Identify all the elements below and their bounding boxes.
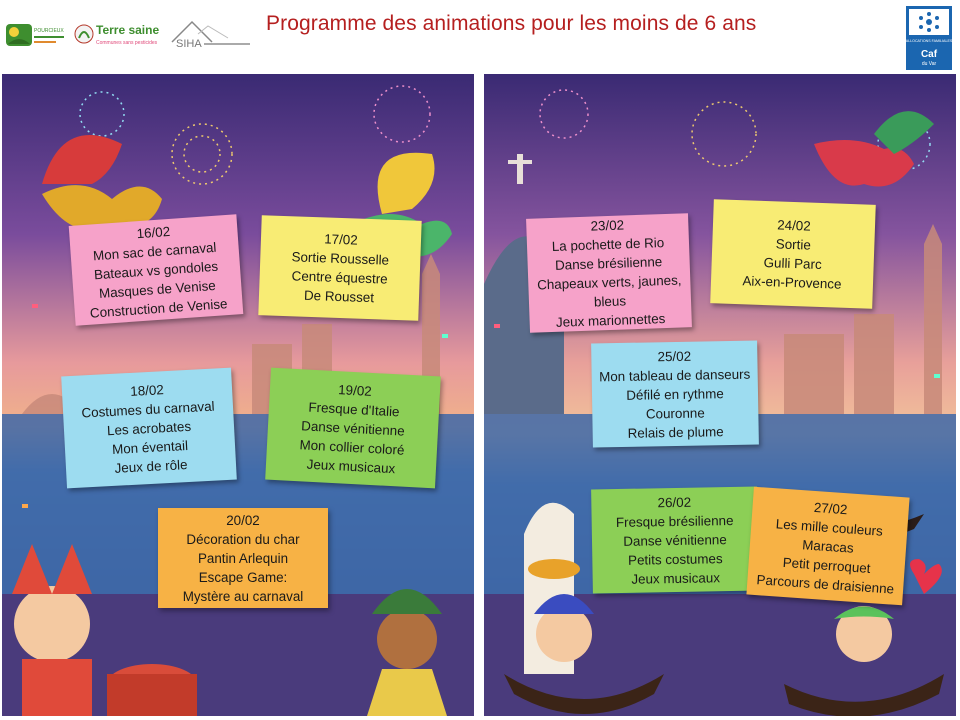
card-line: Défilé en rythme <box>626 385 724 403</box>
card-line: Parcours de draisienne <box>756 571 895 597</box>
svg-text:Terre saine: Terre saine <box>96 23 160 37</box>
card-line: Les mille couleurs <box>775 515 884 539</box>
svg-text:du Var: du Var <box>921 61 937 67</box>
card-line: Danse vénitienne <box>300 417 406 439</box>
card-18-02 <box>61 368 237 489</box>
card-date: 20/02 <box>226 512 260 528</box>
card-line: Jeux musicaux <box>631 569 721 587</box>
poster-left <box>2 74 474 716</box>
card-line: Couronne <box>645 404 705 422</box>
siha-logo <box>168 14 254 56</box>
card-line: Sortie <box>775 236 812 253</box>
card-line: Sortie Rousselle <box>291 249 390 268</box>
card-20-02 <box>158 508 328 608</box>
caf-logo <box>906 6 952 70</box>
card-date: 24/02 <box>776 217 811 234</box>
card-line: Petit perroquet <box>782 554 872 576</box>
card-line: Décoration du char <box>186 531 300 547</box>
card-line: Mon collier coloré <box>299 436 405 458</box>
svg-text:Communes sans pesticides: Communes sans pesticides <box>96 40 158 46</box>
card-line: Relais de plume <box>627 423 724 441</box>
card-line: Mon sac de carnaval <box>92 239 217 263</box>
svg-text:Caf: Caf <box>920 49 938 60</box>
card-line: Jeux marionnettes <box>555 311 666 330</box>
card-line: Costumes du carnaval <box>81 398 215 421</box>
card-line: Mon tableau de danseurs <box>598 366 751 384</box>
card-line: Bateaux vs gondoles <box>93 258 219 282</box>
card-17-02 <box>258 215 421 321</box>
svg-text:POURCIEUX: POURCIEUX <box>34 28 64 34</box>
card-16-02 <box>69 214 244 325</box>
card-line: Mon éventail <box>111 437 189 457</box>
header <box>0 0 960 70</box>
card-19-02 <box>265 368 441 489</box>
card-date: 16/02 <box>136 223 171 241</box>
card-line: Fresque d'Italie <box>308 399 400 419</box>
card-line: Jeux musicaux <box>306 456 396 476</box>
card-line: Chapeaux verts, jaunes, <box>536 272 682 293</box>
card-date: 18/02 <box>129 381 165 399</box>
card-line: Danse vénitienne <box>623 531 727 549</box>
card-27-02 <box>746 487 909 606</box>
pourcieux-logo <box>6 14 66 56</box>
card-line: Construction de Venise <box>89 295 228 321</box>
card-line: De Rousset <box>303 287 375 306</box>
card-line: Jeux de rôle <box>114 456 188 476</box>
poster-right <box>484 74 956 716</box>
card-line: Danse brésilienne <box>554 254 663 273</box>
card-line: Petits costumes <box>627 550 723 568</box>
card-date: 23/02 <box>590 217 625 234</box>
terre-saine-logo <box>74 14 170 56</box>
card-line: Maracas <box>801 536 855 556</box>
card-date: 19/02 <box>337 381 373 399</box>
card-line: Fresque brésilienne <box>615 512 734 530</box>
card-line: Aix-en-Provence <box>742 273 842 292</box>
card-24-02 <box>710 199 876 309</box>
card-23-02 <box>526 213 692 333</box>
card-line: Escape Game: <box>198 569 288 585</box>
card-line: Centre équestre <box>291 268 388 287</box>
card-date: 25/02 <box>657 348 692 364</box>
card-line: Les acrobates <box>106 418 192 438</box>
card-date: 17/02 <box>323 231 358 248</box>
svg-text:ALLOCATIONS FAMILIALES: ALLOCATIONS FAMILIALES <box>906 39 952 43</box>
card-25-02 <box>591 341 759 448</box>
card-date: 26/02 <box>657 494 692 510</box>
card-line: Masques de Venise <box>98 277 217 301</box>
page-title: Programme des animations pour les moins de 6 ans <box>266 12 757 35</box>
card-26-02 <box>591 487 759 594</box>
card-line: Pantin Arlequin <box>197 550 289 566</box>
card-date: 27/02 <box>813 499 848 517</box>
svg-text:SIHA: SIHA <box>176 38 202 50</box>
card-line: Gulli Parc <box>763 254 822 273</box>
card-line: bleus <box>593 293 627 310</box>
card-line: Mystère au carnaval <box>182 588 304 604</box>
card-line: La pochette de Rio <box>551 235 665 254</box>
